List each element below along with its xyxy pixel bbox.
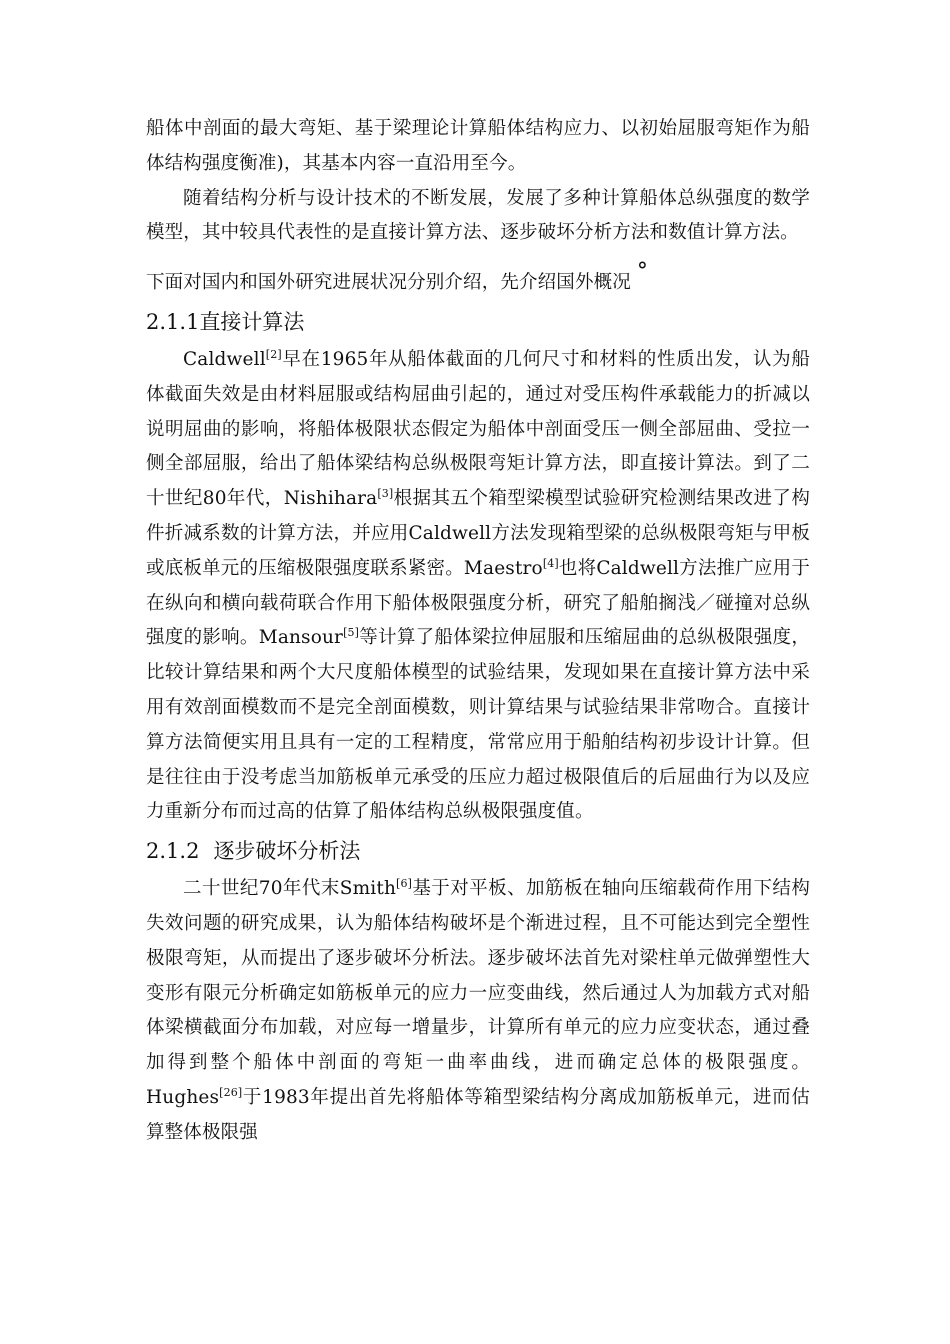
text-run: 二十世纪70年代末Smith — [183, 878, 397, 900]
section-number: 2.1.2 — [146, 839, 200, 864]
section-heading-progressive-collapse — [146, 830, 810, 872]
citation-ref: [4] — [542, 556, 559, 570]
citation-ref: [3] — [377, 487, 394, 501]
paragraph-intro-text: 下面对国内和国外研究进展状况分别介绍，先介绍国外概况 — [146, 272, 631, 294]
paragraph-continuation: 船体中剖面的最大弯矩、基于梁理论计算船体结构应力、以初始屈服弯矩作为船体结构强度衡准)，其基本内容一直沿用至今。 — [146, 118, 810, 174]
paragraph-progressive-collapse — [146, 872, 810, 1150]
section-title: 逐步破坏分析法 — [213, 839, 361, 864]
paragraph-models: 随着结构分析与设计技术的不断发展，发展了多种计算船体总纵强度的数学模型，其中较具代表性的是直接计算方法、逐步破坏分析方法和数值计算方法。 — [146, 187, 810, 244]
degree-mark: ° — [636, 259, 649, 285]
text-run: 基于对平板、加筋板在轴向压缩载荷作用下结构失效问题的研究成果，认为船体结构破坏是个渐进过程，且不可能达到完全塑性极限弯矩，从而提出了逐步破坏分析法。逐步破坏法首先对梁柱单元做弹塑性大变形有限元分析确定如筋板单元的应力一应变曲线，然后通过人为加载方式对船体梁横截面分布加载，对应每一增量步，计算所有单元的应力应变状态，通过叠加得到整个船体中剖面的弯矩一曲率曲线，进而确定总体的极限强度。Hughes — [146, 878, 810, 1108]
paragraph-direct-calculation — [146, 343, 810, 830]
text-run: 根据其五个箱型梁模型试验研究检测结果改进了构件折减系数的计算方法，并应用Caldwell方法发现箱型梁的总纵极限弯矩与甲板或底板单元的压缩极限强度联系紧密。Maestro — [146, 488, 810, 579]
document-page — [146, 112, 810, 1151]
text-run: 等计算了船体梁拉伸屈服和压缩屈曲的总纵极限强度，比较计算结果和两个大尺度船体模型的试验结果，发现如果在直接计算方法中采用有效剖面模数而不是完全剖面模数，则计算结果与试验结果非常吻合。直接计算方法简便实用且具有一定的工程精度，常常应用于船舶结构初步设计计算。但是往往由于没考虑当加筋板单元承受的压应力超过极限值后的后屈曲行为以及应力重新分布而过高的估算了船体结构总纵极限强度值。 — [146, 627, 810, 823]
section-number: 2.1.1 — [146, 309, 200, 334]
citation-ref: [6] — [396, 877, 413, 891]
text-run: Caldwell — [183, 348, 266, 370]
text-run: 于1983年提出首先将船体等箱型梁结构分离成加筋板单元，进而估算整体极限强 — [146, 1086, 810, 1143]
citation-ref: [5] — [343, 626, 360, 640]
section-title: 直接计算法 — [199, 309, 305, 334]
section-heading-direct-calculation — [146, 301, 810, 343]
paragraph-intro — [146, 255, 810, 301]
text-run: 也将Caldwell方法推广应用于在纵向和横向载荷联合作用下船体极限强度分析，研究了船舶搁浅／碰撞对总纵强度的影响。Mansour — [146, 557, 810, 649]
citation-ref: [2] — [265, 347, 282, 361]
text-run: 早在1965年从船体截面的几何尺寸和材料的性质出发，认为船体截面失效是由材料屈服或结构屈曲引起的，通过对受压构件承载能力的折减以说明屈曲的影响，将船体极限状态假定为船体中剖面受压一侧全部屈曲、受拉一侧全部屈服，给出了船体梁结构总纵极限弯矩计算方法，即直接计算法。到了二十世纪80年代，Nishihara — [146, 348, 810, 510]
citation-ref: [26] — [219, 1085, 243, 1099]
